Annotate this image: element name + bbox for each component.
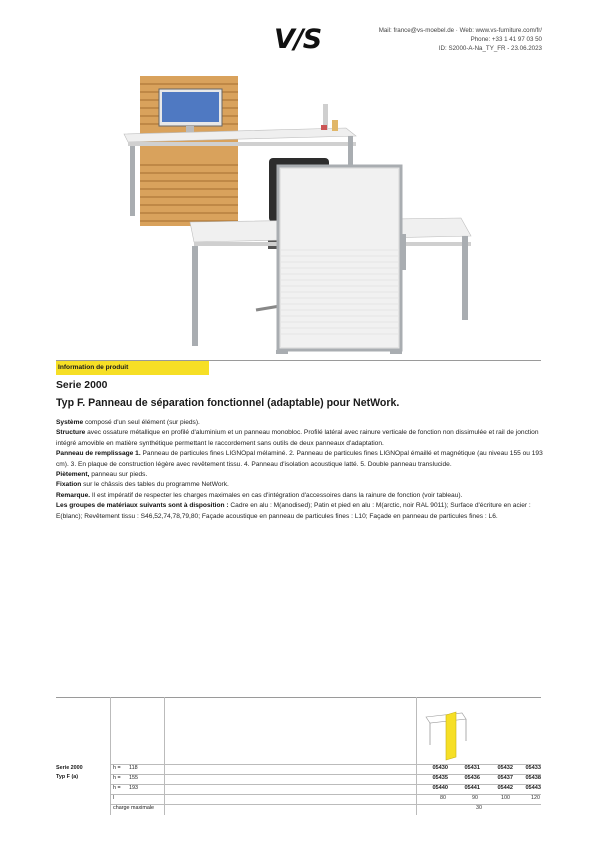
charge-value: 30 [476,805,482,811]
monitor [159,89,222,132]
article-code: 05432 [497,765,513,771]
paragraph-pietement: Piètement, panneau sur pieds. [56,471,148,479]
contact-phone: Phone: +33 1 41 97 03 50 [470,36,542,44]
article-code: 05443 [525,785,541,791]
product-photo [56,70,541,358]
contact-block [379,26,542,54]
product-title: Typ F. Panneau de séparation fonctionnel (adaptable) pour NetWork. [56,397,400,409]
article-code: 05436 [464,775,480,781]
row-height: 118 [129,765,138,771]
row-label: h = [113,775,121,781]
width-value: 90 [472,795,478,801]
row-label: h = [113,785,121,791]
article-code: 05431 [464,765,480,771]
article-code: 05440 [432,785,448,791]
table-serie: Serie 2000 [56,765,83,771]
info-tag: Information de produit [56,361,209,375]
article-code: 05442 [497,785,513,791]
article-code: 05433 [525,765,541,771]
article-code: 05435 [432,775,448,781]
document-id: ID: S2000-A-Na_TY_FR - 23.06.2023 [438,45,542,53]
serie-title: Serie 2000 [56,380,108,391]
article-code: 05437 [497,775,513,781]
product-description [56,418,544,522]
table-top-rule [56,697,541,698]
width-value: 120 [531,795,540,801]
panel-diagram-icon [422,709,470,761]
article-code: 05441 [464,785,480,791]
paragraph-remarque: Remarque. Il est impératif de respecter les charges maximales en cas d'intégration d'accessoires dans la rainure de fonction (voir tableau). [56,491,463,499]
width-label: l [113,795,115,801]
article-code: 05438 [525,775,541,781]
paragraph-systeme: Système composé d'un seul élément (sur pieds). [56,419,200,426]
article-code: 05430 [432,765,448,771]
vs-logo: V/S [274,24,322,55]
charge-label: charge maximale [113,805,155,811]
translucent-panel [276,166,402,354]
table-typ: Typ F (a) [56,774,79,780]
row-height: 155 [129,775,138,781]
contact-mail-web: Mail: france@vs-moebel.de · Web: www.vs-furniture.com/fr/ [378,27,542,34]
width-value: 100 [501,795,510,801]
paragraph-panneau: Panneau de remplissage 1. Panneau de particules fines LIGNOpal mélaminé. 2. Panneau de particules fines LIGNOpal émaillé et magnétique (au niveau 155 ou 193 cm). 3. En plaque de construction légère avec revêtement tissu. 4. Panneau d'isolation acoustique latté. 5. Double panneau translucide. [56,450,543,468]
paragraph-structure: Structure avec ossature métallique en profilé d'aluminium et un panneau monobloc. Profilé latéral avec rainure verticale de fonction non dissimulée et rail de jonction intégré amovible en matière synthétique permettant le raccordement sans outils de deux panneaux d'adaptation. [56,429,539,447]
row-label: h = [113,765,121,771]
paragraph-materiaux: Les groupes de matériaux suivants sont à disposition : Cadre en alu : M(anodised); Patin et pied en alu : M(arctic, noir RAL 9011); Surface d'écriture en acier : E(blanc); Revêtement tissu : S46,52,74,78,79,80; Façade acoustique en panneau de particules fines : L10; Façade en panneau de particules fines : L6. [56,502,531,520]
row-height: 193 [129,785,138,791]
width-value: 80 [440,795,446,801]
paragraph-fixation: Fixation sur le châssis des tables du programme NetWork. [56,481,229,489]
